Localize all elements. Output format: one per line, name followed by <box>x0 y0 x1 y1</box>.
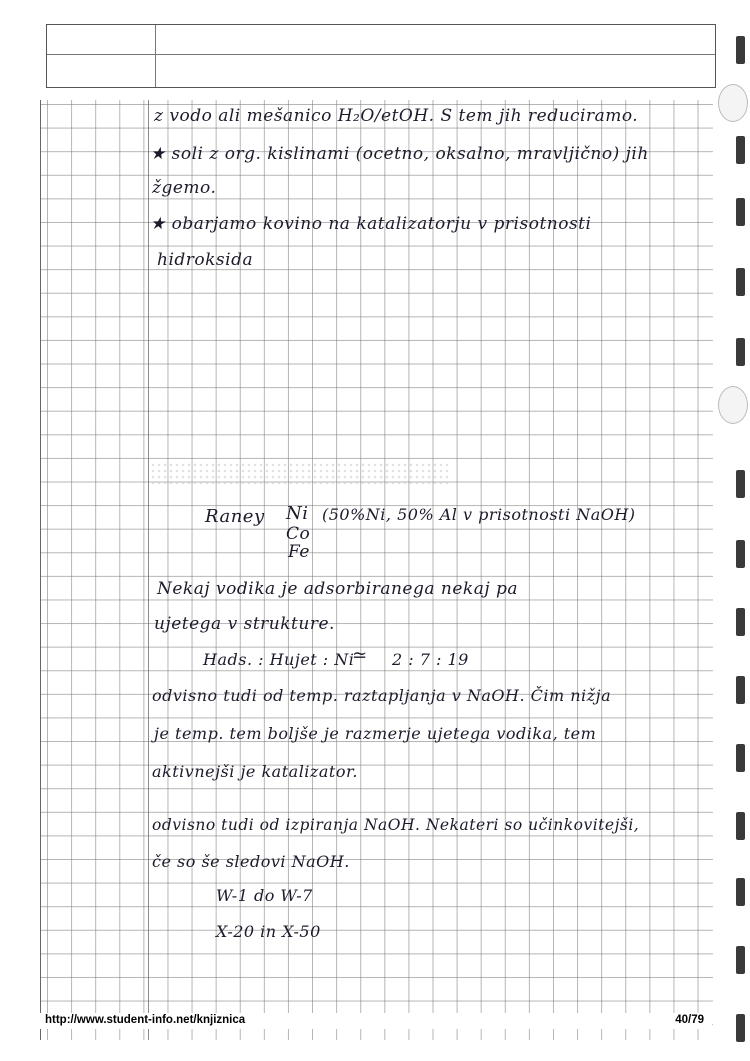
note-line-9: odvisno tudi od temp. raztapljanja v NaOH. Čim nižja <box>152 686 612 705</box>
binder-mark <box>736 608 745 636</box>
raney-ni: Ni <box>286 503 309 524</box>
note-line-4: ★ obarjamo kovino na katalizatorju v prisotnosti <box>150 214 592 234</box>
binder-mark <box>736 36 745 64</box>
binder-mark <box>736 470 745 498</box>
note-line-8-ratio: 2 : 7 : 19 <box>392 650 469 669</box>
note-line-14: W-1 do W-7 <box>216 886 313 905</box>
page-footer <box>40 1013 712 1029</box>
note-line-10: je temp. tem boljše je razmerje ujetega vodika, tem <box>154 724 597 743</box>
note-line-5: hidroksida <box>157 250 254 270</box>
header-table-divider <box>155 25 156 87</box>
note-line-15: X-20 in X-50 <box>216 922 321 941</box>
raney-fe: Fe <box>288 542 310 562</box>
margin-line <box>148 100 149 1040</box>
note-line-7: ujetega v strukture. <box>154 614 335 634</box>
binder-mark <box>736 136 745 164</box>
binder-mark <box>736 268 745 296</box>
note-line-8-approx: ≃ <box>352 645 368 666</box>
page-number: 40/79 <box>675 1014 704 1026</box>
note-line-8-ratio-label: Hads. : Hujet : Ni <box>203 650 355 669</box>
note-line-3: žgemo. <box>152 178 217 198</box>
grid-paper <box>40 100 713 1040</box>
binder-mark <box>736 540 745 568</box>
note-line-11: aktivnejši je katalizator. <box>152 762 358 781</box>
footer-url[interactable]: http://www.student-info.net/knjiznica <box>45 1014 246 1026</box>
binder-mark <box>736 946 745 974</box>
note-line-6: Nekaj vodika je adsorbiranega nekaj pa <box>157 579 519 599</box>
raney-co: Co <box>286 524 311 544</box>
note-line-12: odvisno tudi od izpiranja NaOH. Nekateri so učinkovitejši, <box>152 816 640 834</box>
binder-mark <box>736 812 745 840</box>
scan-artifact <box>150 462 450 486</box>
raney-composition: (50%Ni, 50% Al v prisotnosti NaOH) <box>322 505 636 524</box>
note-line-13: če so še sledovi NaOH. <box>152 852 350 871</box>
header-table <box>46 24 716 88</box>
binder-mark <box>736 744 745 772</box>
binder-mark <box>736 338 745 366</box>
raney-label: Raney <box>205 506 265 527</box>
note-line-1: z vodo ali mešanico H₂O/etOH. S tem jih reduciramo. <box>154 106 639 126</box>
binder-mark <box>736 878 745 906</box>
binder-mark <box>736 676 745 704</box>
binder-mark <box>736 198 745 226</box>
note-line-2: ★ soli z org. kislinami (ocetno, oksalno, mravljično) jih <box>150 144 649 164</box>
punch-hole <box>718 386 748 424</box>
binder-mark <box>736 1014 745 1042</box>
punch-hole <box>718 84 748 122</box>
